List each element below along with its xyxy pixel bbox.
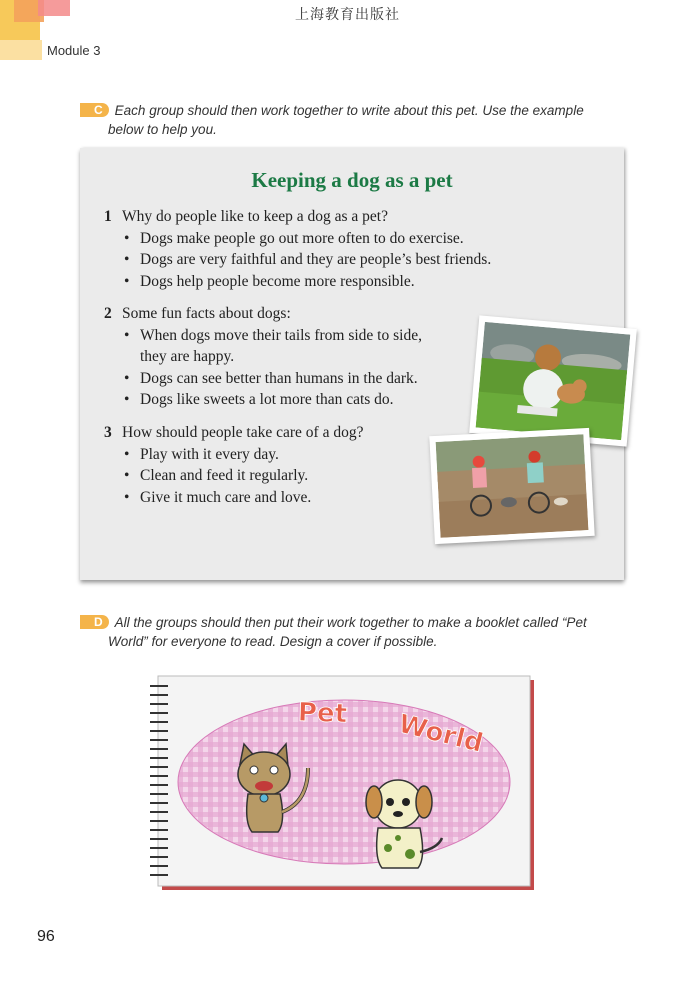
section-number: 2 — [104, 305, 112, 322]
list-item: • Play with it every day. — [122, 444, 363, 466]
section-number: 1 — [104, 208, 112, 225]
photo-cycling-with-dogs — [429, 428, 594, 544]
instruction-d-line1: All the groups should then put their work together to make a booklet called “Pet — [114, 615, 587, 630]
section-1 — [104, 206, 491, 292]
list-item: • Clean and feed it regularly. — [122, 465, 363, 487]
list-item: • Dogs make people go out more often to do exercise. — [122, 228, 491, 250]
list-item: • Dogs are very faithful and they are people’s best friends. — [122, 249, 491, 271]
list-item-continuation: they are happy. — [140, 348, 235, 365]
list-item: • Dogs help people become more responsible. — [122, 271, 491, 293]
badge-c: C — [80, 103, 109, 117]
booklet-cover — [148, 672, 538, 894]
module-label: Module 3 — [47, 43, 101, 58]
section-question: Why do people like to keep a dog as a pet? — [122, 208, 388, 225]
booklet-title-word2: World — [395, 709, 487, 759]
badge-d: D — [80, 615, 109, 629]
list-item: • Dogs like sweets a lot more than cats do. — [122, 389, 422, 411]
list-item: • When dogs move their tails from side to side, — [122, 325, 422, 347]
instruction-d-line2: World” for everyone to read. Design a cover if possible. — [108, 634, 438, 649]
example-title: Keeping a dog as a pet — [251, 168, 453, 192]
publisher-header: 上海教育出版社 — [295, 7, 400, 23]
list-item: • Dogs can see better than humans in the dark. — [122, 368, 422, 390]
list-item: • Give it much care and love. — [122, 487, 363, 509]
page-number: 96 — [37, 928, 55, 945]
section-2 — [104, 303, 422, 411]
section-3 — [104, 422, 363, 508]
corner-decoration — [0, 40, 42, 60]
section-question: Some fun facts about dogs: — [122, 305, 291, 322]
instruction-c-line2: below to help you. — [108, 122, 217, 137]
booklet-title-word1: Pet — [297, 697, 348, 730]
section-question: How should people take care of a dog? — [122, 424, 364, 441]
instruction-c — [80, 101, 620, 139]
instruction-d — [80, 613, 620, 651]
instruction-c-line1: Each group should then work together to write about this pet. Use the example — [114, 103, 584, 118]
photo-child-with-dog — [469, 315, 637, 446]
section-number: 3 — [104, 424, 112, 441]
